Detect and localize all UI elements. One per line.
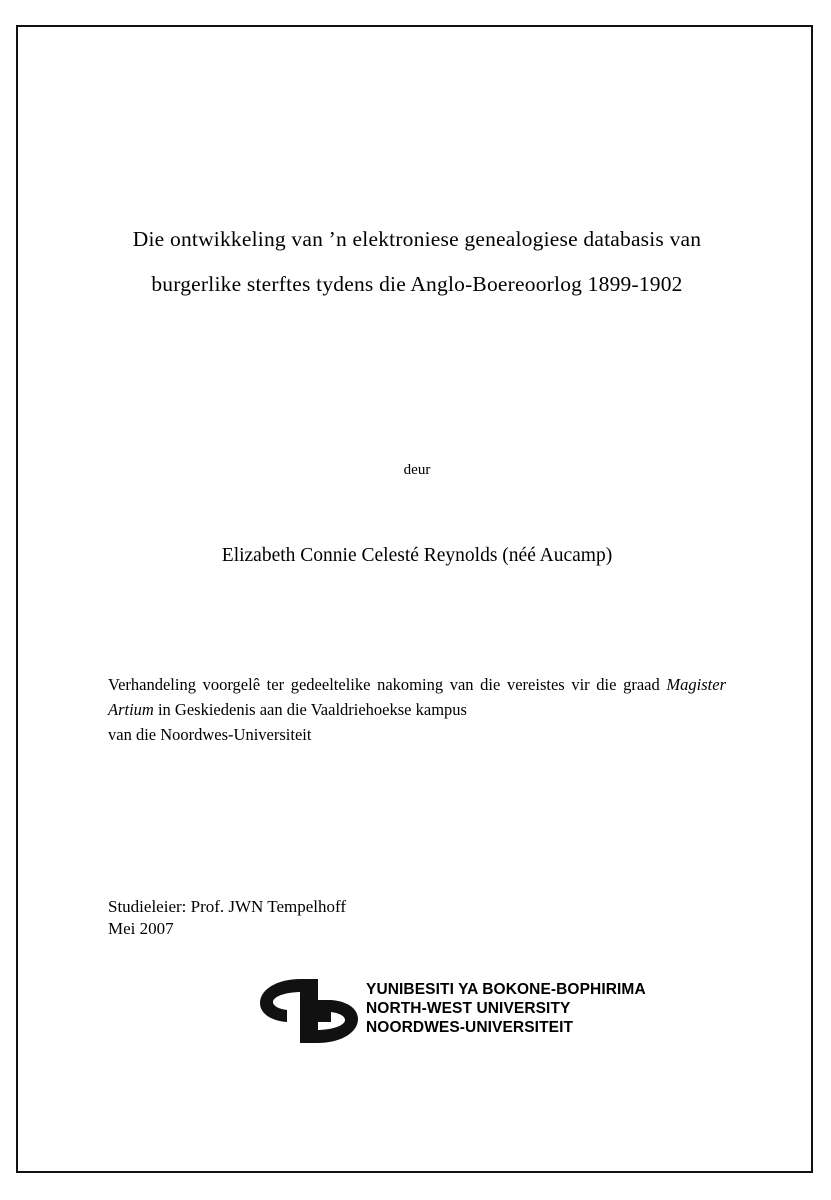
degree-statement-part1: Verhandeling voorgelê ter gedeeltelike nakoming van die vereistes vir die graad <box>108 675 667 694</box>
university-logo-text <box>366 980 646 1037</box>
title-page <box>16 25 813 1173</box>
supervisor-line: Studieleier: Prof. JWN Tempelhoff <box>108 897 347 916</box>
title-page-content <box>106 27 728 1171</box>
logo-text-line-3: NOORDWES-UNIVERSITEIT <box>366 1019 574 1036</box>
degree-statement-part3: van die Noordwes-Universiteit <box>108 725 312 744</box>
byline-label: deur <box>403 462 431 478</box>
degree-statement <box>108 672 726 747</box>
logo-text-line-2: NORTH-WEST UNIVERSITY <box>366 1000 571 1017</box>
author-name: Elizabeth Connie Celesté Reynolds (néé Aucamp) <box>221 545 613 566</box>
logo-text-line-1: YUNIBESITI YA BOKONE-BOPHIRIMA <box>366 981 646 998</box>
university-logo <box>254 977 674 1047</box>
page-title <box>106 217 728 307</box>
degree-statement-part2: in Geskiedenis aan die Vaaldriehoekse kampus <box>153 700 467 719</box>
title-line-2: burgerlike sterftes tydens die Anglo-Boereoorlog 1899-1902 <box>151 272 683 296</box>
degree-name-italic: Magister Artium <box>108 675 726 719</box>
north-west-university-logo-mark-icon <box>254 977 364 1045</box>
title-line-1: Die ontwikkeling van ’n elektroniese genealogiese databasis van <box>132 227 702 251</box>
date-line: Mei 2007 <box>108 919 174 938</box>
